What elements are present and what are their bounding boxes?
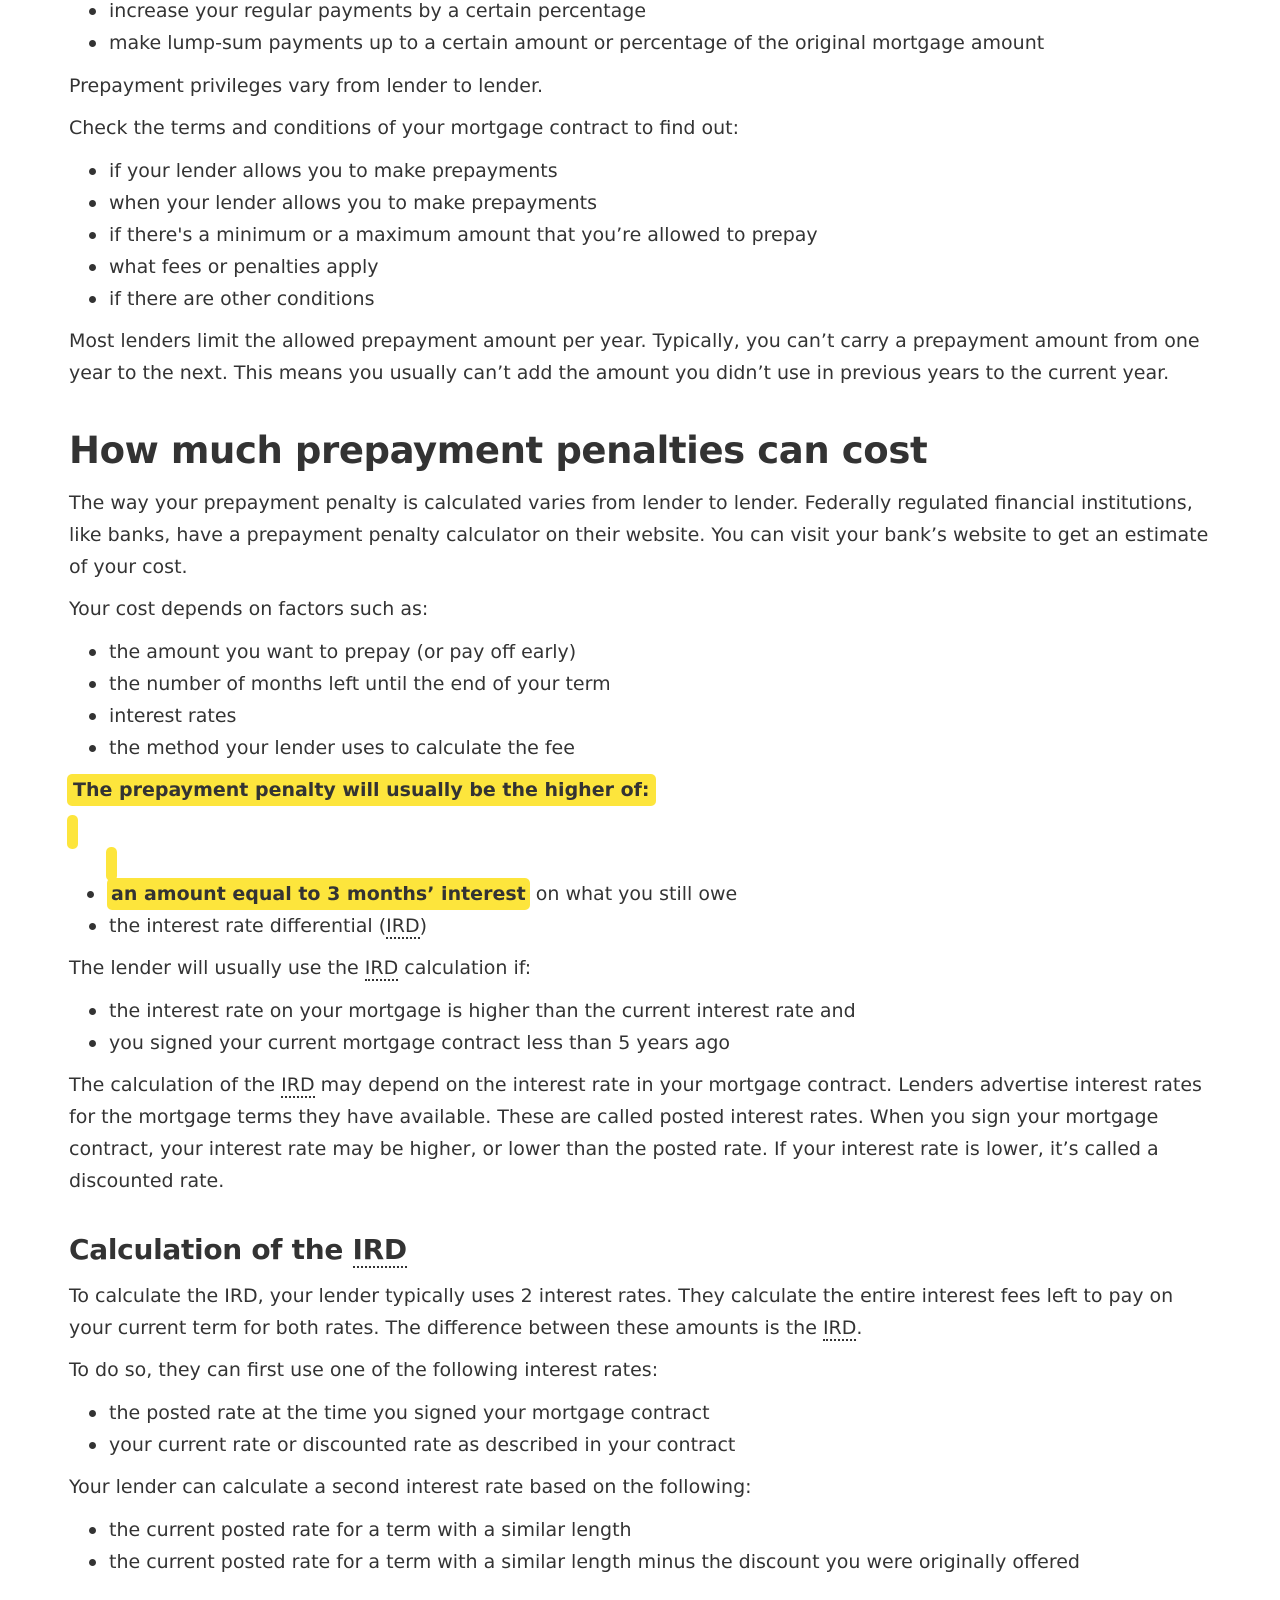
list-item <box>109 910 1219 942</box>
list-item: if your lender allows you to make prepayments <box>109 155 1219 187</box>
ird-item-text-end: ) <box>419 915 427 937</box>
ird-abbreviation: IRD <box>386 915 420 937</box>
second-rate-list <box>69 1514 1219 1578</box>
ird-abbreviation: IRD <box>352 1233 407 1266</box>
highlight-higher-of-row <box>67 774 1219 806</box>
list-item: if there's a minimum or a maximum amount that you’re allowed to prepay <box>109 219 1219 251</box>
heading-calculation-text: Calculation of the <box>69 1233 353 1266</box>
list-item: what fees or penalties apply <box>109 251 1219 283</box>
list-item <box>107 878 1219 910</box>
article-content <box>69 0 1219 1578</box>
list-item: if there are other conditions <box>109 283 1219 315</box>
list-item: make lump-sum payments up to a certain amount or percentage of the original mortgage amount <box>109 27 1219 59</box>
para-cost-factors: Your cost depends on factors such as: <box>69 598 429 620</box>
list-item: your current rate or discounted rate as described in your contract <box>109 1429 1219 1461</box>
ird-conditions-list <box>69 995 1219 1059</box>
para-penalty-calculation-varies: The way your prepayment penalty is calculated varies from lender to lender. Federally regulated financial institutions, like banks, have a prepayment penalty calculator on their website. You can visit your bank’s website to get an estimate of your cost. <box>69 492 1209 578</box>
list-item: the amount you want to prepay (or pay off early) <box>109 636 1219 668</box>
highlight-higher-of: The prepayment penalty will usually be the higher of: <box>67 774 656 806</box>
ird-abbreviation: IRD <box>281 1074 315 1096</box>
para-second-rate: Your lender can calculate a second interest rate based on the following: <box>69 1476 752 1498</box>
ird-item-text: the interest rate differential ( <box>109 915 387 937</box>
para-lender-ird-use <box>69 952 1219 984</box>
list-item: the method your lender uses to calculate the fee <box>109 732 1219 764</box>
ird-calculation-text-end: may depend on the interest rate in your mortgage contract. Lenders advertise interest rates for the mortgage terms they have available. These are called posted interest rates. When you sign your mortgage contract, your interest rate may be higher, or lower than the posted rate. If your interest rate is lower, it’s called a discounted rate. <box>69 1074 1202 1192</box>
para-check-terms: Check the terms and conditions of your mortgage contract to find out: <box>69 117 740 139</box>
para-prepayment-limit: Most lenders limit the allowed prepayment amount per year. Typically, you can’t carry a prepayment amount from one year to the next. This means you usually can’t add the amount you didn’t use in previous years to the current year. <box>69 330 1200 384</box>
prepayment-options-list <box>69 0 1219 59</box>
ird-abbreviation: IRD <box>822 1317 857 1339</box>
check-terms-list <box>69 155 1219 315</box>
list-item: the posted rate at the time you signed your mortgage contract <box>109 1397 1219 1429</box>
para-first-rate: To do so, they can first use one of the following interest rates: <box>69 1359 659 1381</box>
cost-factors-list <box>69 636 1219 764</box>
list-item: increase your regular payments by a certain percentage <box>109 0 1219 27</box>
highlight-marker-bars <box>69 806 1219 876</box>
three-months-interest-rest: on what you still owe <box>529 883 738 905</box>
highlight-three-months-interest: an amount equal to 3 months’ interest <box>107 878 530 910</box>
lender-ird-use-text: The lender will usually use the <box>69 957 365 979</box>
para-ird-two-rates <box>69 1280 1219 1344</box>
ird-abbreviation: IRD <box>364 957 399 979</box>
ird-calculation-text: The calculation of the <box>69 1074 282 1096</box>
highlight-marker-bar <box>106 847 117 881</box>
lender-ird-use-text-end: calculation if: <box>398 957 532 979</box>
list-item: the current posted rate for a term with a similar length <box>109 1514 1219 1546</box>
list-item: you signed your current mortgage contract less than 5 years ago <box>109 1027 1219 1059</box>
penalty-higher-of-list <box>69 878 1219 942</box>
first-rate-list <box>69 1397 1219 1461</box>
list-item: the number of months left until the end of your term <box>109 668 1219 700</box>
list-item: the interest rate on your mortgage is higher than the current interest rate and <box>109 995 1219 1027</box>
list-item: when your lender allows you to make prepayments <box>109 187 1219 219</box>
ird-two-rates-text: To calculate the IRD, your lender typically uses 2 interest rates. They calculate the entire interest fees left to pay on your current term for both rates. The difference between these amounts is the <box>69 1285 1174 1339</box>
list-item: interest rates <box>109 700 1219 732</box>
para-ird-calculation <box>69 1069 1219 1197</box>
ird-two-rates-text-end: . <box>856 1317 863 1339</box>
heading-prepayment-cost: How much prepayment penalties can cost <box>69 429 928 472</box>
heading-calculation-of-ird <box>69 1232 1219 1268</box>
list-item: the current posted rate for a term with a similar length minus the discount you were originally offered <box>109 1546 1219 1578</box>
para-privileges: Prepayment privileges vary from lender to lender. <box>69 75 544 97</box>
highlight-marker-bar <box>67 815 78 849</box>
